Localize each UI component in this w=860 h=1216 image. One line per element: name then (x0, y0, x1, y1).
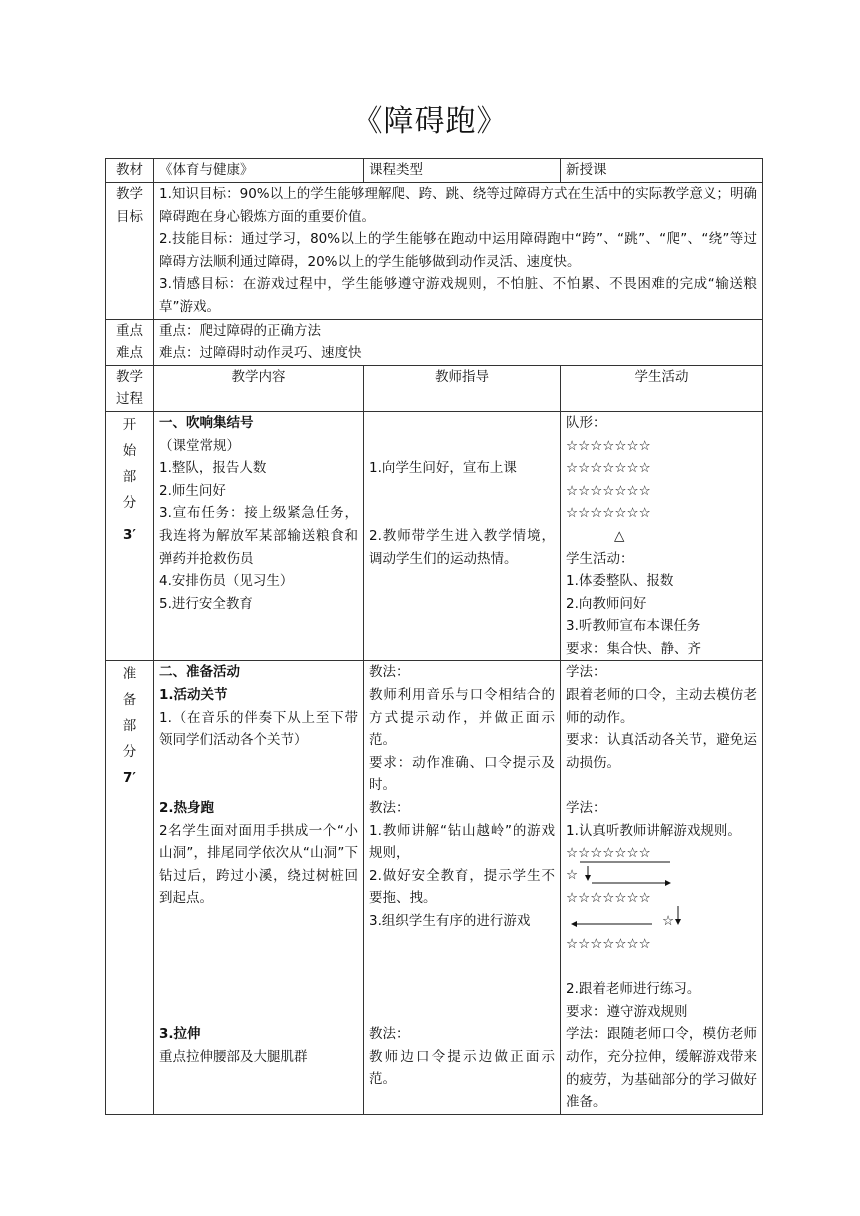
joints-text: 1.（在音乐的伴奏下从上至下带领同学们活动各个关节） (159, 709, 358, 749)
objectives-row (106, 183, 763, 320)
opening-item: 2.师生问好 (159, 482, 226, 499)
prep-row (106, 661, 763, 1114)
objective-skill: 2.技能目标：通过学习，80%以上的学生能够在跑动中运用障碍跑中“跨”、“跳”、“爬”、“绕”等过障碍方法顺利通过障碍，20%以上的学生能够做到动作灵活、速度快。 (159, 231, 757, 270)
type-label: 课程类型 (364, 159, 561, 183)
formation-star-row: ☆☆☆☆☆☆☆ (566, 505, 651, 522)
keypoints-label: 重点难点 (106, 319, 154, 365)
student-header: 学生活动 (561, 365, 763, 411)
method-text: 教师边口令提示边做正面示范。 (369, 1048, 555, 1088)
opening-heading: 一、吹响集结号 (159, 414, 254, 431)
learning-label: 学法： (566, 664, 607, 681)
learning-requirement: 要求：认真活动各关节，避免运动损伤。 (566, 732, 757, 771)
learning-requirement: 要求：遵守游戏规则 (566, 1003, 688, 1020)
route-star-row: ☆☆☆☆☆☆☆ (566, 936, 651, 953)
student-item: 3.听教师宣布本课任务 (566, 618, 701, 635)
method-label: 教法： (369, 1025, 410, 1042)
learning-text: 跟着老师的口令，主动去模仿老师的动作。 (566, 687, 757, 726)
opening-teacher (364, 411, 561, 661)
objective-knowledge: 1.知识目标：90%以上的学生能够理解爬、跨、跳、绕等过障碍方式在生活中的实际教学意义；明确障碍跑在身心锻炼方面的重要价值。 (159, 186, 757, 225)
formation-star-row: ☆☆☆☆☆☆☆ (566, 460, 651, 477)
method-item: 1.教师讲解“钻山越岭”的游戏规则， (369, 822, 555, 862)
keypoints-content (154, 319, 763, 365)
opening-sub: （课堂常规） (159, 437, 240, 454)
student-item: 2.向教师问好 (566, 595, 647, 612)
opening-student (561, 411, 763, 661)
joints-title: 1.活动关节 (159, 687, 228, 704)
route-arrows-icon (566, 842, 686, 954)
route-star-row: ☆☆☆☆☆☆☆ (566, 845, 651, 862)
opening-item: 5.进行安全教育 (159, 595, 253, 612)
page-title: 《障碍跑》 (352, 104, 508, 139)
difficulty-point: 难点：过障碍时动作灵巧、速度快 (159, 345, 362, 362)
method-item: 3.组织学生有序的进行游戏 (369, 913, 531, 929)
type-value: 新授课 (561, 159, 763, 183)
method-requirement: 要求：动作准确、口令提示及时。 (369, 754, 555, 794)
activity-label: 学生活动： (566, 550, 634, 567)
teacher-position-mark: △ (614, 527, 625, 544)
opening-item: 1.整队，报告人数 (159, 460, 267, 477)
header-row (106, 159, 763, 183)
opening-item: 3.宣布任务：接上级紧急任务，我连将为解放军某部输送粮食和弹药并抢救伤员 (159, 505, 358, 567)
process-label: 教学过程 (106, 365, 154, 411)
key-point: 重点：爬过障碍的正确方法 (159, 322, 321, 339)
content-header: 教学内容 (154, 365, 364, 411)
formation-label: 队形： (566, 414, 607, 431)
teacher-header: 教师指导 (364, 365, 561, 411)
opening-row (106, 411, 763, 661)
learning-item: 1.认真听教师讲解游戏规则。 (566, 822, 741, 839)
method-text: 教师利用音乐与口令相结合的方式提示动作，并做正面示范。 (369, 687, 555, 749)
teacher-item: 2.教师带学生进入教学情境，调动学生们的运动热情。 (369, 527, 555, 567)
prep-label: 准备部分 7′ (106, 661, 154, 1114)
opening-label: 开始部分 3′ (106, 411, 154, 661)
learning-item: 2.跟着老师进行练习。 (566, 981, 701, 998)
prep-heading: 二、准备活动 (159, 664, 240, 681)
learning-text: 学法：跟随老师口令，模仿老师动作，充分拉伸，缓解游戏带来的疲劳，为基础部分的学习做好准备。 (566, 1026, 757, 1111)
route-star-row: ☆ (566, 867, 579, 884)
subject-value: 《体育与健康》 (154, 159, 364, 183)
method-label: 教法： (369, 800, 410, 817)
warmup-title: 2.热身跑 (159, 800, 215, 817)
prep-content (154, 661, 364, 1114)
warmup-text: 2名学生面对面用手拱成一个“小山洞”，排尾同学依次从“山洞”下钻过后，跨过小溪，绕过树桩回到起点。 (159, 822, 358, 907)
student-item: 1.体委整队、报数 (566, 573, 674, 590)
teacher-item: 1.向学生问好，宣布上课 (369, 460, 517, 477)
route-star-row: ☆☆☆☆☆☆☆ (566, 890, 651, 907)
student-item: 要求：集合快、静、齐 (566, 640, 701, 657)
objectives-content (154, 183, 763, 320)
method-label: 教法： (369, 664, 410, 681)
method-item: 2.做好安全教育，提示学生不要拖、拽。 (369, 867, 555, 907)
objectives-label: 教学目标 (106, 183, 154, 320)
stretch-text: 重点拉伸腰部及大腿肌群 (159, 1048, 308, 1065)
subject-label: 教材 (106, 159, 154, 183)
opening-content (154, 411, 364, 661)
prep-student (561, 661, 763, 1114)
stretch-title: 3.拉伸 (159, 1025, 201, 1042)
lesson-plan-table (105, 158, 763, 1115)
warmup-route-diagram (566, 842, 757, 978)
objective-emotion: 3.情感目标：在游戏过程中，学生能够遵守游戏规则，不怕脏、不怕累、不畏困难的完成“输送粮草”游戏。 (159, 276, 757, 315)
prep-teacher (364, 661, 561, 1114)
process-header-row (106, 365, 763, 411)
formation-star-row: ☆☆☆☆☆☆☆ (566, 437, 651, 454)
opening-item: 4.安排伤员（见习生） (159, 573, 294, 590)
learning-label: 学法： (566, 800, 607, 817)
route-star-row: ☆ (662, 913, 675, 930)
keypoints-row (106, 319, 763, 365)
formation-star-row: ☆☆☆☆☆☆☆ (566, 482, 651, 499)
